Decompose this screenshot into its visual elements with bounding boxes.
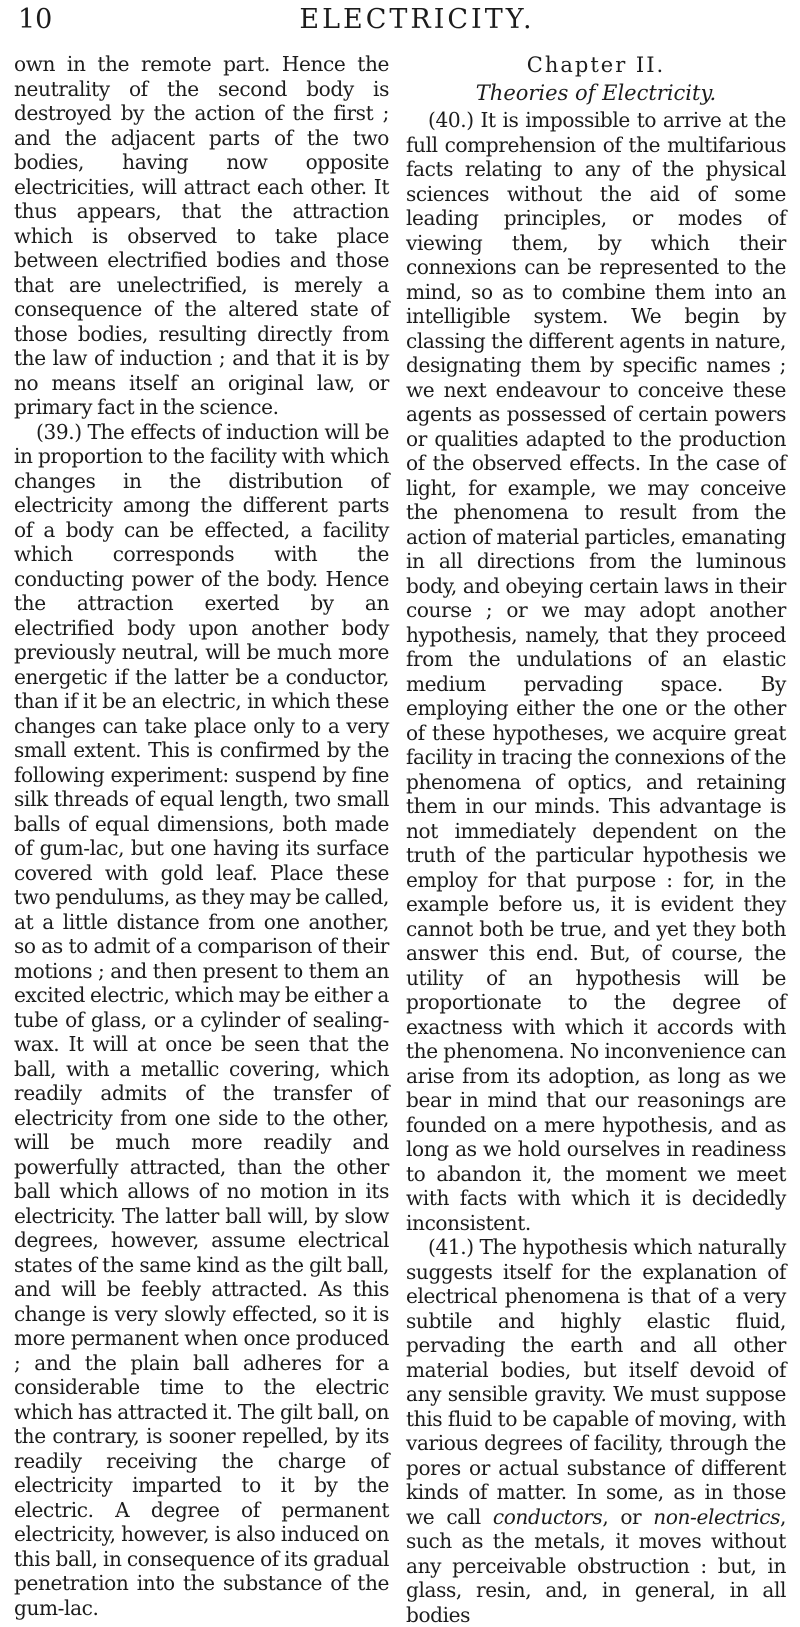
chapter-subtitle: Theories of Electricity.	[475, 81, 717, 105]
running-head	[18, 4, 786, 44]
term-non-electrics: non-electrics	[653, 1504, 780, 1529]
page-number: 10	[18, 4, 53, 35]
paragraph-continuation: own in the remote part. Hence the neutrality of the second body is destroyed by the action of the first ; and the adjacent parts of the two bodies, having now opposite electricities, will attract each other. It thus appears, that the attraction which is observed to take place between electrified bodies and those that are unelectrified, is merely a consequence of the altered state of those bodies, resulting directly from the law of induction ; and that it is by no means itself an original law, or primary fact in the science.	[14, 52, 389, 419]
paragraph-41-text: (41.) The hypothesis which naturally suggests itself for the explanation of electrical phenomena is that of a very subtile and highly elastic fluid, pervading the earth and all other material bodies, but itself devoid of any sensible gravity. We must suppose this fluid to be capable of moving, with various degrees of facility, through the pores or actual substance of different kinds of matter. In some, as in those we call	[406, 1235, 786, 1529]
running-title: ELECTRICITY.	[299, 4, 535, 35]
paragraph-41-end: , such as the metals, it moves without any perceivable obstruction : but, in glass, resin, and, in general, in all bodies	[406, 1504, 786, 1627]
right-column	[406, 52, 786, 1627]
term-conductors: conductors	[492, 1504, 603, 1529]
paragraph-40: (40.) It is impossible to arrive at the full comprehension of the multifarious facts relating to any of the physical sciences without the aid of some leading principles, or modes of viewing them, by which their connexions can be represented to the mind, so as to combine them into an intelligible system. We begin by classing the different agents in nature, designating them by specific names ; we next endeavour to conceive these agents as possessed of certain powers or qualities adapted to the production of the observed effects. In the case of light, for example, we may conceive the phenomena to result from the action of material particles, emanating in all directions from the luminous body, and obeying certain laws in their course ; or we may adopt another hypothesis, namely, that they proceed from the undulations of an elastic medium pervading space. By employing either the one or the other of these hypotheses, we acquire great facility in tracing the connexions of the phenomena of optics, and retaining them in our minds. This advantage is not immediately dependent on the truth of the particular hypothesis we employ for that purpose : for, in the example before us, it is evident they cannot both be true, and yet they both answer this end. But, of course, the utility of an hypothesis will be proportionate to the degree of exactness with which it accords with the phenomena. No inconvenience can arise from its adoption, as long as we bear in mind that our reasonings are founded on a mere hypothesis, and as long as we hold ourselves in readiness to abandon it, the moment we meet with facts with which it is decidedly inconsistent.	[406, 108, 786, 1235]
paragraph-41	[406, 1235, 786, 1627]
paragraph-41-or: , or	[602, 1504, 654, 1529]
chapter-heading: Chapter II.	[526, 53, 666, 77]
paragraph-39: (39.) The effects of induction will be in proportion to the facility with which changes in the distribution of electricity among the different parts of a body can be effected, a facility which corresponds with the conducting power of the body. Hence the attraction exerted by an electrified body upon another body previously neutral, will be much more energetic if the latter be a conductor, than if it be an electric, in which these changes can take place only to a very small extent. This is confirmed by the following experiment: suspend by fine silk threads of equal length, two small balls of equal dimensions, both made of gum-lac, but one having its surface covered with gold leaf. Place these two pendulums, as they may be called, at a little distance from one another, so as to admit of a comparison of their motions ; and then present to them an excited electric, which may be either a tube of glass, or a cylinder of sealing-wax. It will at once be seen that the ball, with a metallic covering, which readily admits of the transfer of electricity from one side to the other, will be much more readily and powerfully attracted, than the other ball which allows of no motion in its electricity. The latter ball will, by slow degrees, however, assume electrical states of the same kind as the gilt ball, and will be feebly attracted. As this change is very slowly effected, so it is more permanent when once produced ; and the plain ball adheres for a considerable time to the electric which has attracted it. The gilt ball, on the contrary, is sooner repelled, by its readily receiving the charge of electricity imparted to it by the electric. A degree of permanent electricity, however, is also induced on this ball, in consequence of its gradual penetration into the substance of the gum-lac.	[14, 419, 389, 1620]
left-column	[14, 52, 389, 1620]
